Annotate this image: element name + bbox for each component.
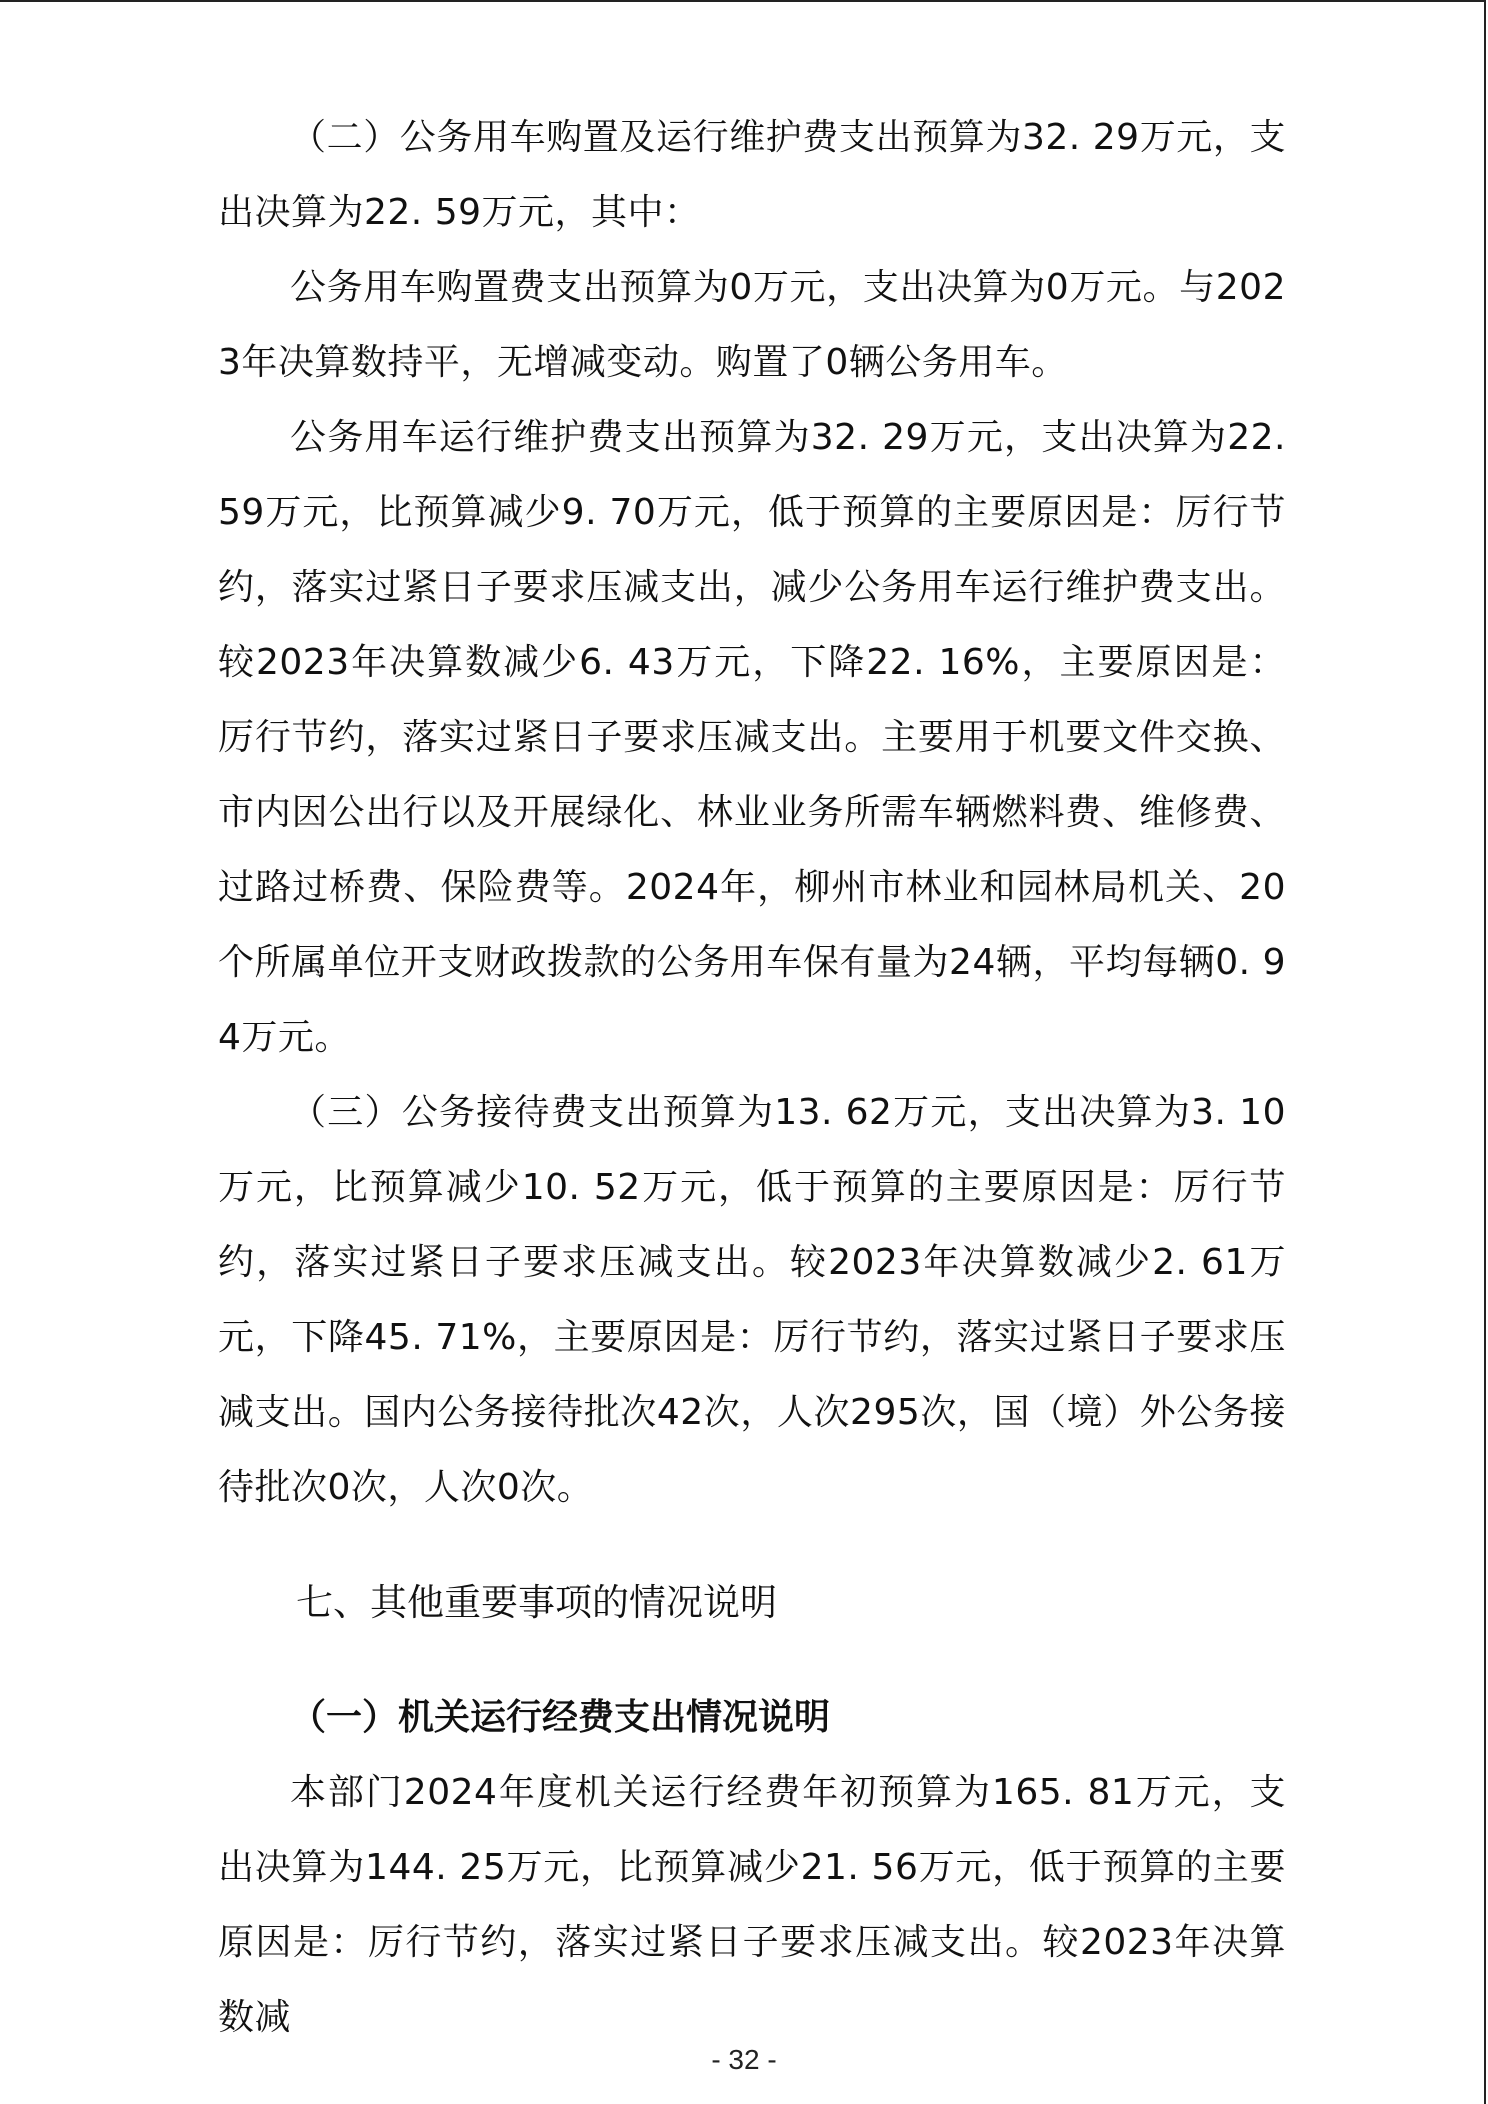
paragraph-reception-expense: （三）公务接待费支出预算为13. 62万元，支出决算为3. 10万元，比预算减少10. 52万元，低于预算的主要原因是：厉行节约，落实过紧日子要求压减支出。较2023年决算数减少2. 61万元，下降45. 71%，主要原因是：厉行节约，落实过紧日子要求压减支出。国内公务接待批次42次，人次295次，国（境）外公务接待批次0次，人次0次。: [218, 1092, 1286, 1508]
subheading-operating-expenses: （一）机关运行经费支出情况说明: [290, 1697, 831, 1738]
page-content: [218, 100, 1286, 2055]
paragraph-vehicle-expense-summary: （二）公务用车购置及运行维护费支出预算为32. 29万元，支出决算为22. 59万元，其中：: [218, 117, 1286, 233]
paragraph-vehicle-purchase: 公务用车购置费支出预算为0万元，支出决算为0万元。与2023年决算数持平，无增减变动。购置了0辆公务用车。: [218, 267, 1286, 383]
page-number: - 32 -: [711, 2044, 777, 2075]
paragraph-operating-expenses: 本部门2024年度机关运行经费年初预算为165. 81万元，支出决算为144. 25万元，比预算减少21. 56万元，低于预算的主要原因是：厉行节约，落实过紧日子要求压减支出。较2023年决算数减: [218, 1772, 1286, 2038]
paragraph-vehicle-maintenance: 公务用车运行维护费支出预算为32. 29万元，支出决算为22. 59万元，比预算减少9. 70万元，低于预算的主要原因是：厉行节约，落实过紧日子要求压减支出，减少公务用车运行维护费支出。较2023年决算数减少6. 43万元，下降22. 16%，主要原因是：厉行节约，落实过紧日子要求压减支出。主要用于机要文件交换、市内因公出行以及开展绿化、林业业务所需车辆燃料费、维修费、过路过桥费、保险费等。2024年，柳州市林业和园林局机关、20个所属单位开支财政拨款的公务用车保有量为24辆，平均每辆0. 94万元。: [218, 417, 1286, 1058]
section-heading-other-matters: 七、其他重要事项的情况说明: [296, 1581, 777, 1624]
